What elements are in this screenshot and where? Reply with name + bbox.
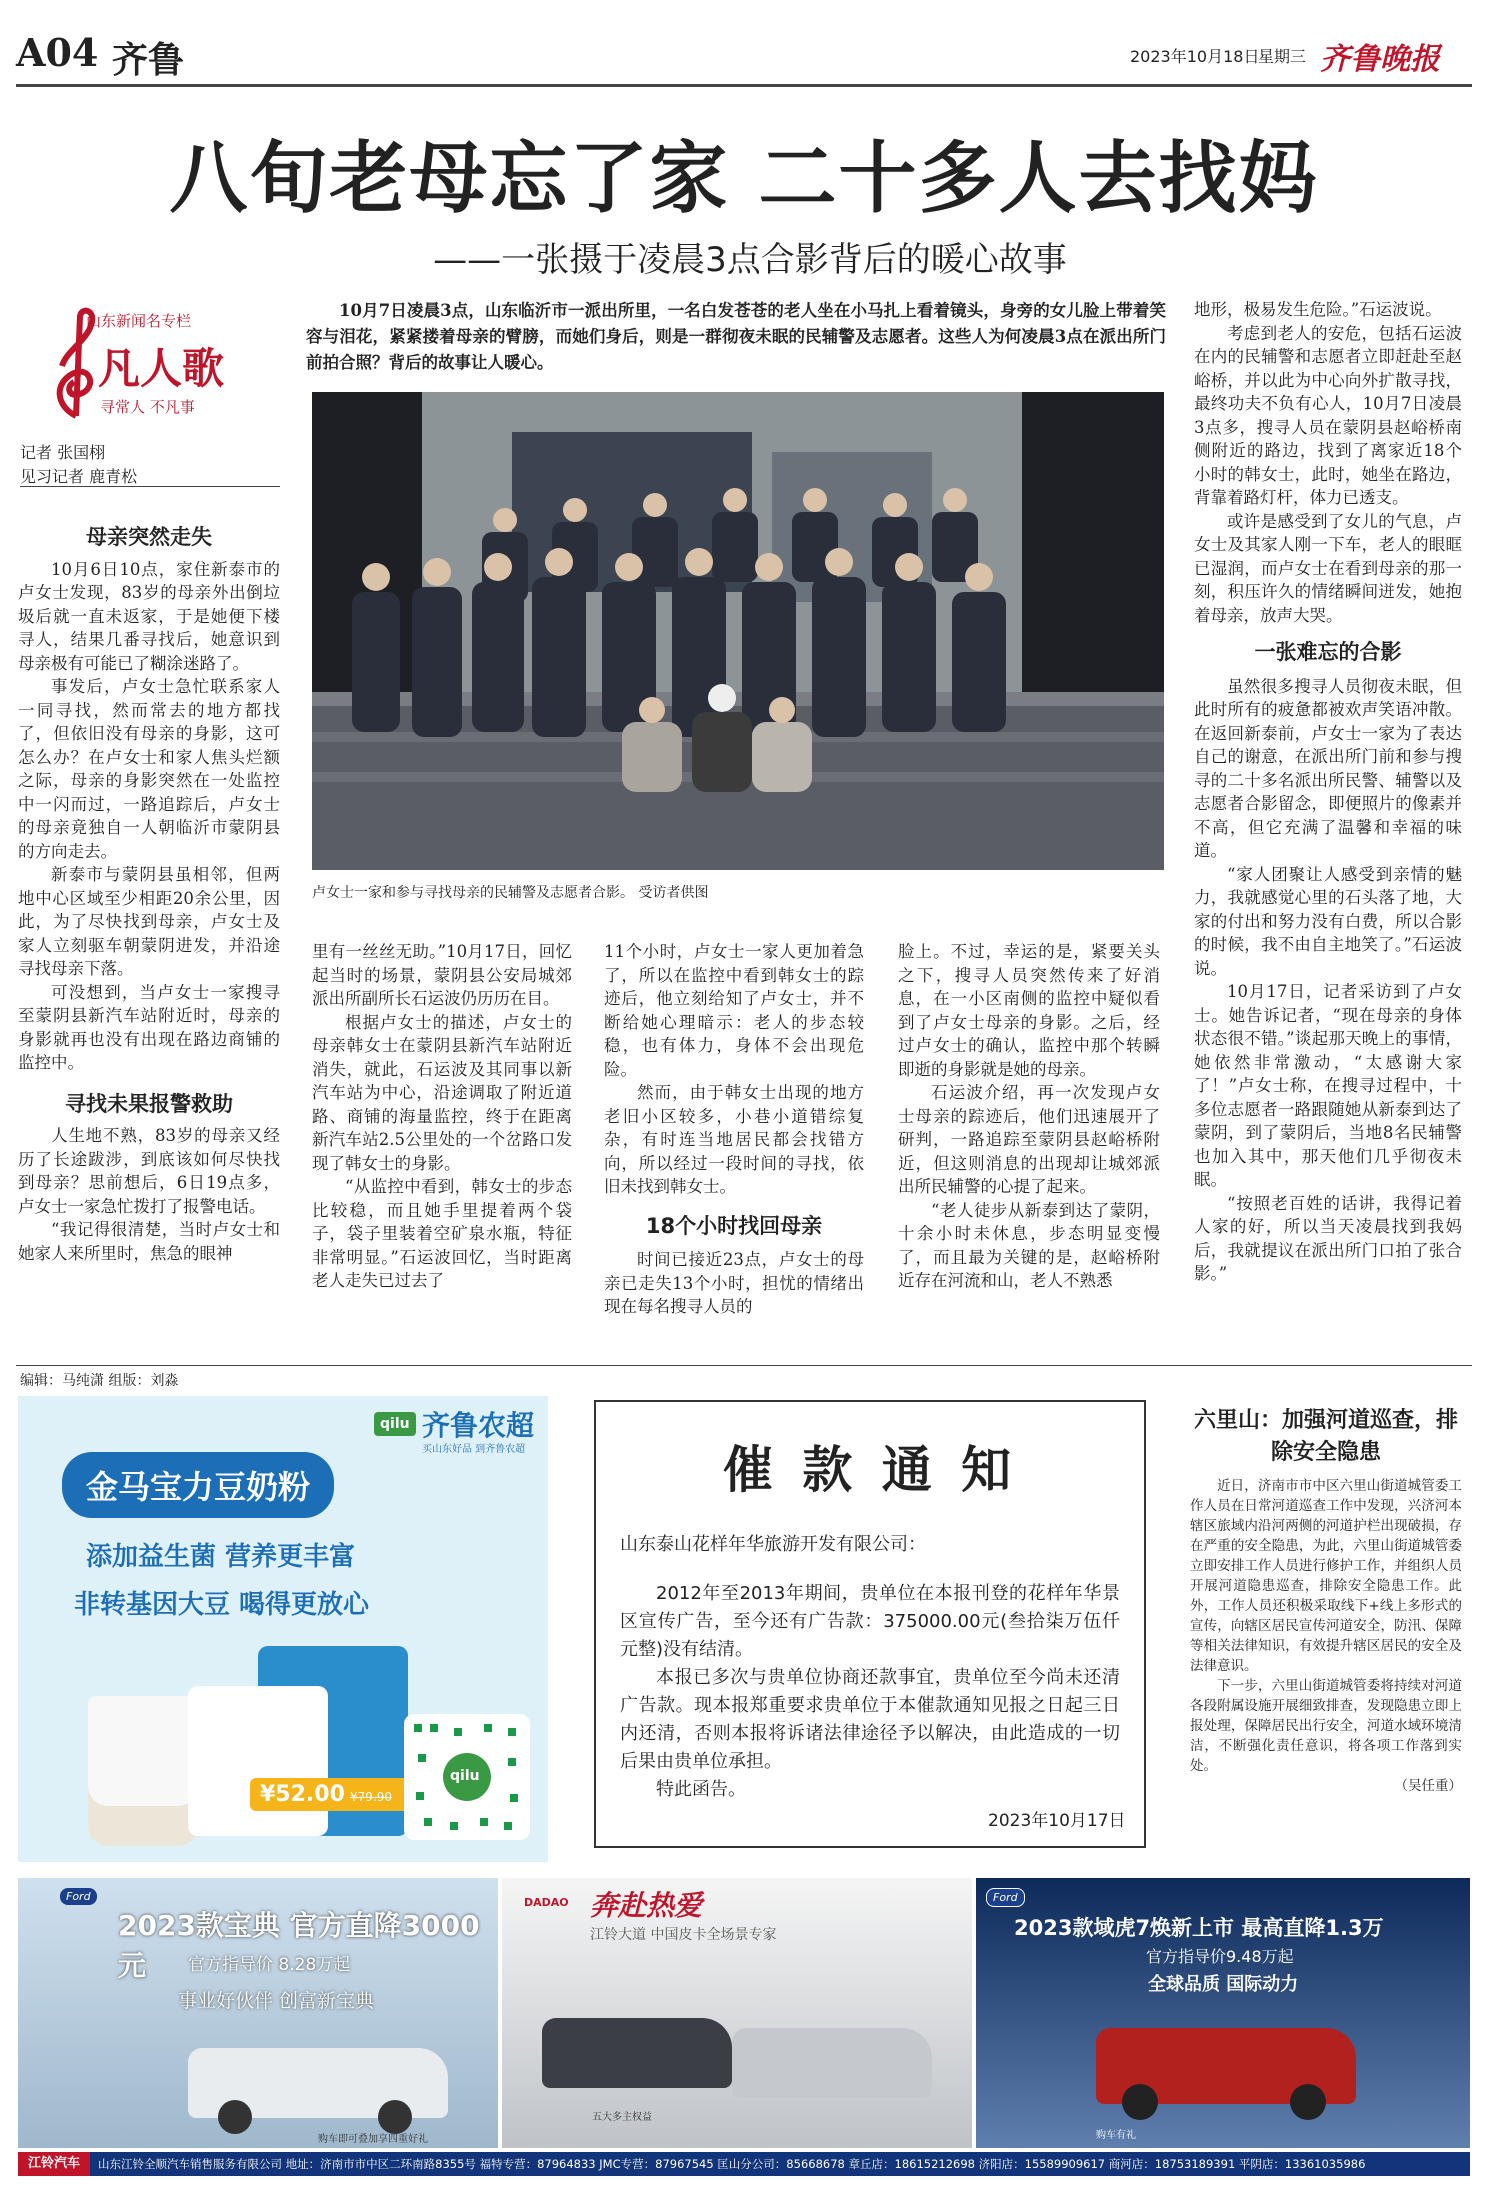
car-ad-2-headline: 奔赴热爱 [590,1889,703,1922]
paragraph: “家人团聚让人感受到亲情的魅力，我就感觉心里的石头落了地，大家的付出和努力没有白费，所以合影的时候，我不由自主地笑了。”石运波说。 [1194,864,1462,978]
paragraph: 人生地不熟，83岁的母亲又经历了长途跋涉，到底该如何尽快找到母亲？思前想后，6日19点多，卢女士一家急忙拨打了报警电话。 [18,1126,280,1216]
paragraph: 10月17日，记者采访到了卢女士。她告诉记者，“现在母亲的身体状态很不错。”谈起那天晚上的事情，她依然非常激动，“太感谢大家了！”卢女士称，在搜寻过程中，十多位志愿者一路跟随她从新泰到达了蒙阴，到了蒙阴后，当地8名民辅警也加入其中，那天他们几乎彻夜未眠。 [1194,982,1462,1189]
car-ad-1-slogan: 事业好伙伴 创富新宝典 [178,1990,375,2012]
car-ad-3-footnote: 购车有礼 [1096,2130,1136,2141]
paragraph: 虽然很多搜寻人员彻夜未眠，但此时所有的疲惫都被欢声笑语冲散。在返回新泰前，卢女士一家为了表达自己的谢意，在派出所门前和参与搜寻的二十多名派出所民警、辅警以及志愿者合影留念，即便照片的像素并不高，但它充满了温馨和幸福的味道。 [1194,676,1462,860]
paragraph: 根据卢女士的描述，卢女士的母亲韩女士在蒙阴县新汽车站附近消失，就此，石运波及其同事以新汽车站为中心，沿途调取了附近道路、商铺的海量监控，终于在距离新汽车站2.5公里处的一个岔路口发现了韩女士的身影。 [312,1012,572,1173]
article-column-3 [604,940,864,1319]
wheel-icon [218,2100,252,2134]
store-logo: qilu [374,1412,416,1436]
paragraph: 11个小时，卢女士一家人更加着急了，所以在监控中看到韩女士的踪迹后，他立刻给知了卢女士，并不断给她心理暗示：老人的步态较稳，也有体力，身体不会出现危险。 [604,942,864,1079]
car-ad-3-headline: 2023款域虎7焕新上市 最高直降1.3万 [1014,1916,1384,1940]
paragraph: 可没想到，当卢女士一家搜寻至蒙阴县新汽车站附近时，母亲的身影就再也没有出现在路边商铺的监控中。 [18,982,280,1072]
paragraph: 10月6日10点，家住新泰市的卢女士发现，83岁的母亲外出倒垃圾后就一直未返家，于是她便下楼寻人，结果几番寻找后，她意识到母亲极有可能已了糊涂迷路了。 [18,559,280,673]
group-photo [312,392,1164,870]
column-slogan: 寻常人 不凡事 [100,398,195,416]
paragraph: 2012年至2013年期间，贵单位在本报刊登的花样年华景区宣传广告，至今还有广告款：375000.00元(叁拾柒万伍仟元整)没有结清。 [620,1583,1120,1660]
article-column-1 [18,516,280,1265]
notice-recipient: 山东泰山花样年华旅游开发有限公司： [620,1534,926,1555]
paragraph: 特此函告。 [656,1779,746,1800]
old-price: ¥79.90 [350,1790,392,1804]
paragraph: 本报已多次与贵单位协商还款事宜，贵单位至今尚未还清广告款。现本报郑重要求贵单位于本催款通知见报之日起三日内还清，否则本报将诉诸法律途径予以解决，由此造成的一切后果由贵单位承担。 [620,1667,1120,1772]
paragraph: 地形，极易发生危险。”石运波说。 [1194,300,1442,319]
paragraph: 或许是感受到了女儿的气息，卢女士及其家人刚一下车，老人的眼眶已湿润，而卢女士在看到母亲的那一刻，积压许久的情绪瞬间迸发，她抱着母亲，放声大哭。 [1194,511,1462,625]
paragraph: 近日，济南市市中区六里山街道城管委工作人员在日常河道巡查工作中发现，兴济河本辖区旅域内沿河两侧的河道护栏出现破损，存在严重的安全隐患，为此，六里山街道城管委立即安排工作人员进行修护工作，并组织人员开展河道隐患巡查，排除安全隐患工作。此外，工作人员还积极采取线下+线上多形式的宣传，向辖区居民宣传河道安全，防汛、保障等相关法律知识，有效提升辖区居民的安全及法律意识。 [1190,1478,1462,1674]
issue-date: 2023年10月18日 [1130,47,1260,66]
ford-logo: Ford [986,1888,1025,1907]
issue-weekday: 星期三 [1258,47,1307,66]
qr-label: qilu [450,1768,480,1784]
car-ad-2-footnote: 五大多主权益 [592,2112,652,2123]
photo-caption: 卢女士一家和参与寻找母亲的民辅警及志愿者合影。 受访者供图 [312,885,709,901]
ford-logo: Ford [60,1888,97,1905]
car-ad-2[interactable] [502,1878,972,2148]
paragraph: 事发后，卢女士急忙联系家人一同寻找，然而常去的地方都找了，但依旧没有母亲的身影，这可怎么办？在卢女士和家人焦头烂额之际，母亲的身影突然在一处监控中一闪而过，一路追踪后，卢女士的母亲竟独自一人朝临沂市蒙阴县的方向走去。 [18,677,280,861]
article-lead: 10月7日凌晨3点，山东临沂市一派出所里，一名白发苍苍的老人坐在小马扎上看着镜头，身旁的女儿脸上带着笑容与泪花，紧紧搂着母亲的臂膀，而她们身后，则是一群彻夜未眠的民辅警及志愿者。这些人为何凌晨3点在派出所门前拍合照？背后的故事让人暖心。 [306,301,1166,372]
wheel-icon [378,2100,412,2134]
paragraph: 新泰市与蒙阴县虽相邻，但两地中心区域至少相距20余公里，因此，为了尽快找到母亲，卢女士及家人立刻驱车朝蒙阴进发，并沿途寻找母亲下落。 [18,865,280,978]
article-column-4 [898,940,1160,1293]
subheading-police-help: 寻找未果报警救助 [65,1091,233,1116]
car-ad-3-slogan: 全球品质 国际动力 [1148,1974,1299,1995]
car-ad-3[interactable] [976,1878,1470,2148]
car-ad-1[interactable] [18,1878,498,2148]
product-line-2: 非转基因大豆 喝得更放心 [74,1590,370,1620]
wheel-icon [1122,2084,1158,2120]
subheading-mother-lost: 母亲突然走失 [86,525,212,549]
brief-title: 六里山：加强河道巡查，排除安全隐患 [1193,1407,1458,1465]
column-badge-top: 山东新闻名专栏 [86,312,192,330]
subheading-found-mother: 18个小时找回母亲 [645,1213,823,1238]
pickup-truck-image [542,2018,732,2088]
dealer-info: 山东江铃全顺汽车销售服务有限公司 地址：济南市市中区二环南路8355号 福特专营：87964833 JMC专营：87967545 匡山分公司：85668678 章丘店：18615212698 济阳店：15589909617 商河店：18753189391 平阴店：13361035986 [98,2157,1366,2171]
milk-glass-image [88,1696,198,1846]
store-name: 齐鲁农超 [422,1409,535,1442]
editor-rule [16,1365,1472,1366]
byline-rule [20,486,280,487]
wheel-icon [1290,2084,1326,2120]
article-column-2 [312,940,572,1293]
headline-title: 八旬老母忘了家 二十多人去找妈 [169,133,1319,224]
pickup-truck-image [732,2028,932,2098]
paragraph: 考虑到老人的安危，包括石运波在内的民辅警和志愿者立即赶赴至赵峪桥，并以此为中心向外扩散寻找，最终功夫不负有心人，10月7日凌晨3点多，搜寻人员在蒙阴县赵峪桥南侧附近的路边，找到了离家近18个小时的韩女士，此时，她坐在路边，背靠着路灯杆，体力已透支。 [1194,323,1462,507]
paragraph: 里有一丝丝无助。”10月17日，回忆起当时的场景，蒙阴县公安局城郊派出所副所长石运波仍历历在目。 [312,942,572,1008]
price: ¥52.00 [260,1782,345,1807]
header-rule [16,84,1472,87]
store-tagline: 买山东好品 到齐鲁农超 [422,1444,526,1455]
brief-author: （吴任重） [1394,1778,1462,1794]
product-line-1: 添加益生菌 营养更丰富 [86,1542,356,1572]
car-ad-3-price: 官方指导价9.48万起 [1146,1947,1294,1966]
jmc-logo: 江铃汽车 [18,2152,90,2176]
paragraph: 脸上。不过，幸运的是，紧要关头之下，搜寻人员突然传来了好消息，在一小区南侧的监控中疑似看到了卢女士母亲的身影。之后，经过卢女士的确认，监控中那个转瞬即逝的身影就是她的母亲。 [898,942,1160,1079]
milk-ad[interactable] [18,1396,548,1862]
qr-code[interactable] [404,1714,530,1840]
notice-body [620,1580,1120,1804]
car-ad-1-footnote: 购车即可叠加享四重好礼 [318,2134,428,2145]
product-bag-image [188,1686,328,1836]
page-number: A04 [16,30,99,75]
product-name: 金马宝力豆奶粉 [62,1452,334,1518]
article-column-5 [1194,298,1462,1286]
paragraph: 石运波介绍，再一次发现卢女士母亲的踪迹后，他们迅速展开了研判，一路追踪至蒙阴县赵峪桥附近，但这则消息的出现却让城郊派出所民辅警的心提了起来。 [898,1083,1160,1196]
dealer-bar[interactable] [18,2152,1470,2176]
car-ad-1-price: 官方指导价 8.28万起 [188,1955,351,1975]
paragraph: 时间已接近23点，卢女士的母亲已走失13个小时，担忧的情绪出现在每名搜寻人员的 [604,1250,864,1316]
headline-subtitle: ——一张摄于凌晨3点合影背后的暖心故事 [433,240,1067,280]
payment-notice [594,1400,1146,1848]
notice-title: 催 款 通 知 [722,1440,1018,1499]
byline-reporter: 记者 张国栩 [20,443,106,462]
notice-date: 2023年10月17日 [988,1811,1126,1831]
paragraph: 下一步，六里山街道城管委将持续对河道各段附属设施开展细致排查，发现隐患立即上报处理，保障居民出行安全，河道水域环境清洁，不断强化责任意识，将各项工作落到实处。 [1190,1678,1462,1774]
paragraph: “从监控中看到，韩女士的步态比较稳，而且她手里提着两个袋子，袋子里装着空矿泉水瓶，特征非常明显。”石运波回忆，当时距离老人走失已过去了 [312,1177,572,1290]
editor-line: 编辑：马纯潇 组版：刘淼 [20,1373,179,1389]
byline-intern: 见习记者 鹿青松 [20,467,138,486]
dadao-logo: DADAO [524,1896,569,1909]
column-name: 凡人歌 [98,344,225,393]
paragraph: “按照老百姓的话讲，我得记着人家的好，所以当天凌晨找到我妈后，我就提议在派出所门口拍了张合影。” [1194,1193,1462,1283]
car-ad-2-tagline: 江铃大道 中国皮卡全场景专家 [590,1927,777,1943]
paper-logo: 齐鲁晚报 [1320,42,1440,77]
group-photo-illustration [312,392,1164,870]
column-badge [28,300,278,440]
news-brief [1190,1404,1462,1796]
paragraph: “我记得很清楚，当时卢女士和她家人来所里时，焦急的眼神 [18,1220,280,1263]
paragraph: 然而，由于韩女士出现的地方老旧小区较多，小巷小道错综复杂，有时连当地居民都会找错方向，所以经过一段时间的寻找，依旧未找到韩女士。 [604,1083,864,1196]
car-ad-1-headline: 2023款宝典 官方直降3000元 [118,1909,480,1982]
section-name: 齐鲁 [112,39,185,81]
paragraph: “老人徒步从新泰到达了蒙阴，十余小时未休息，步态明显变慢了，而且最为关键的是，赵峪桥附近存在河流和山，老人不熟悉 [898,1200,1160,1290]
subheading-group-photo: 一张难忘的合影 [1254,640,1402,664]
